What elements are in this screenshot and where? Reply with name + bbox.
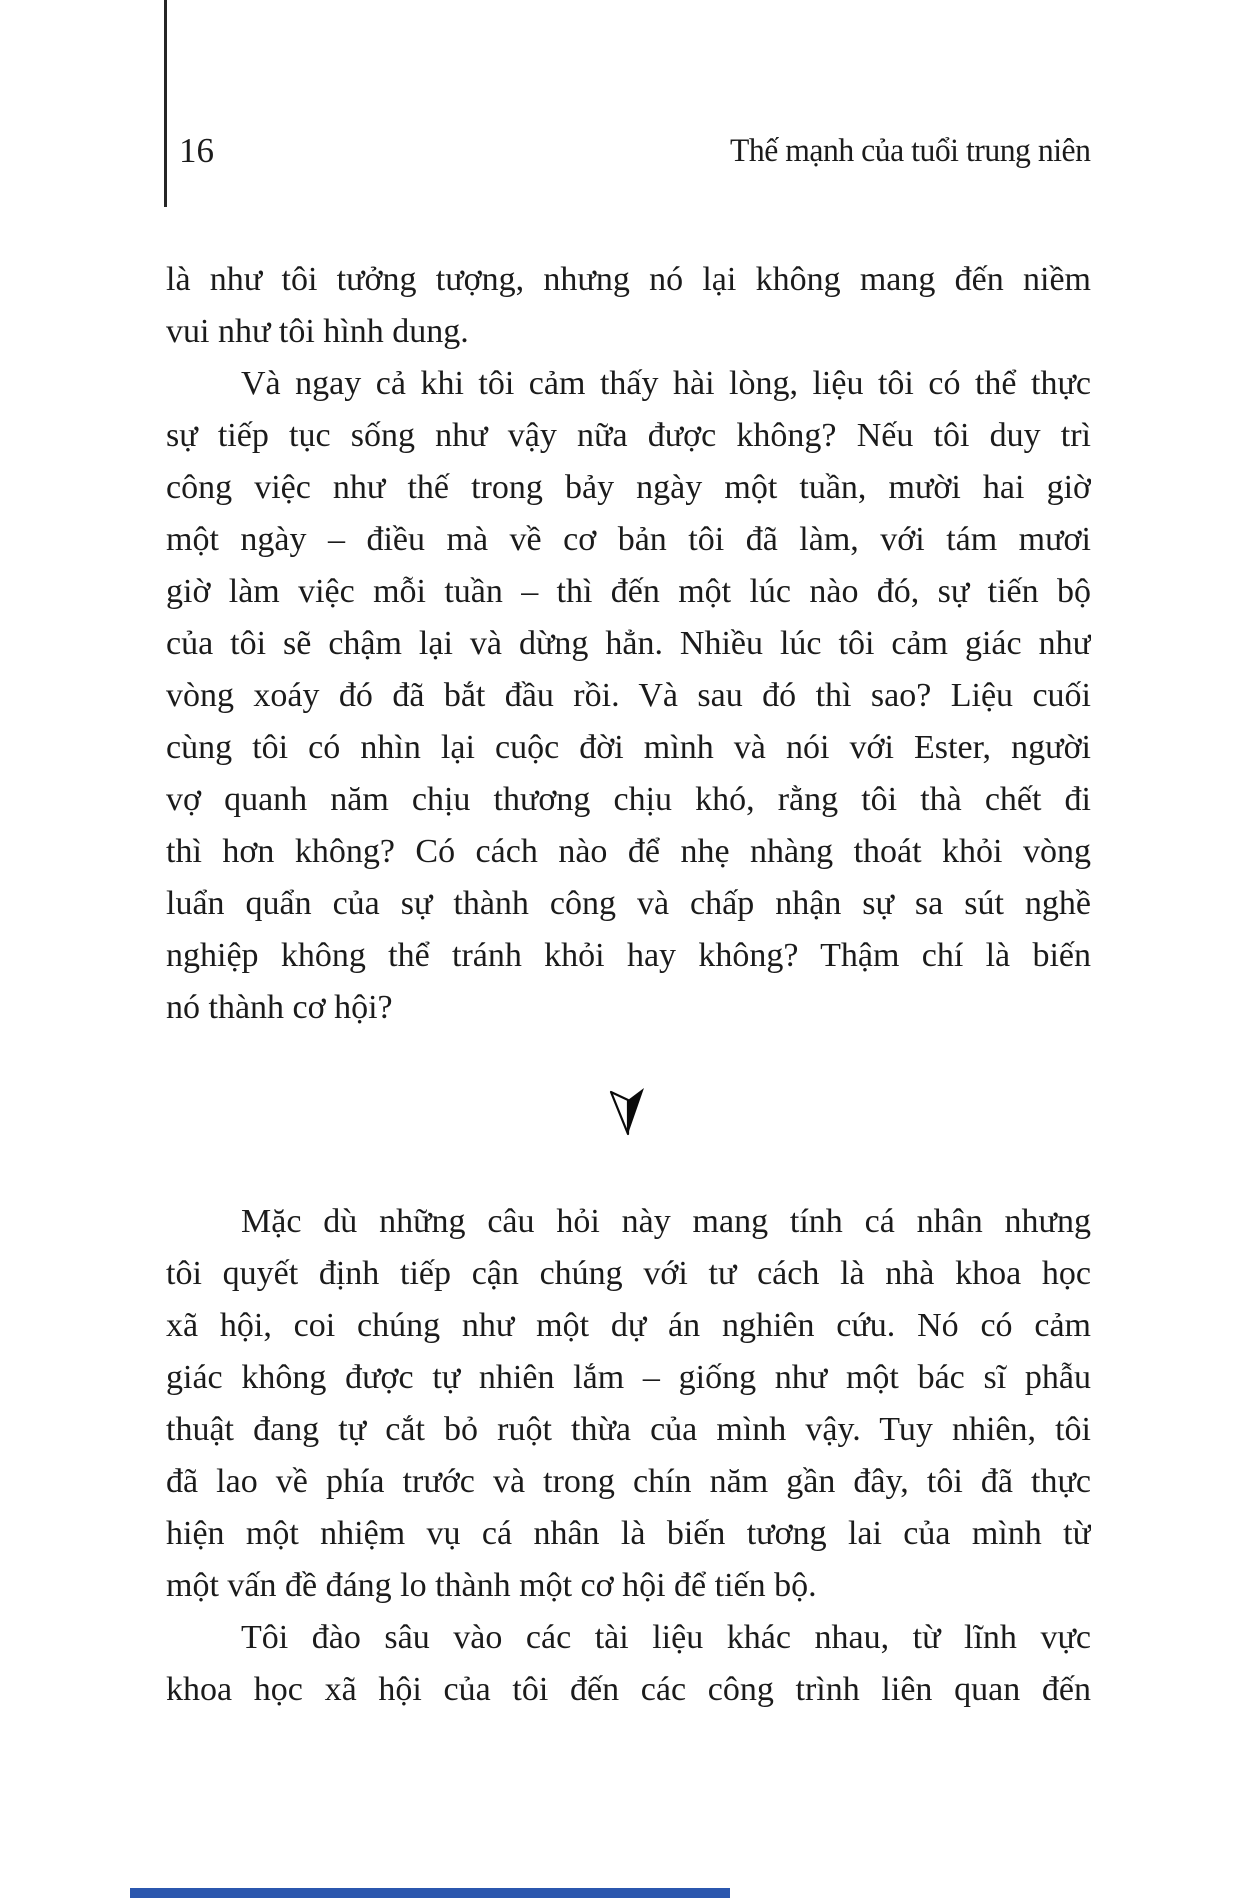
text-line: nghiệp không thể tránh khỏi hay không? Thậm chí là biến xyxy=(166,937,1091,974)
page-number: 16 xyxy=(179,131,214,170)
text-line: cùng tôi có nhìn lại cuộc đời mình và nói với Ester, người xyxy=(166,729,1091,766)
text-line: hiện một nhiệm vụ cá nhân là biến tương lai của mình từ xyxy=(166,1515,1091,1552)
text-line: thuật đang tự cắt bỏ ruột thừa của mình vậy. Tuy nhiên, tôi xyxy=(166,1411,1091,1448)
text-line: công việc như thế trong bảy ngày một tuần, mười hai giờ xyxy=(166,469,1091,506)
text-line: vợ quanh năm chịu thương chịu khó, rằng tôi thà chết đi xyxy=(166,781,1091,818)
text-line: đã lao về phía trước và trong chín năm gần đây, tôi đã thực xyxy=(166,1463,1091,1500)
text-line: khoa học xã hội của tôi đến các công trình liên quan đến xyxy=(166,1671,1091,1708)
text-line: tôi quyết định tiếp cận chúng với tư cách là nhà khoa học xyxy=(166,1255,1091,1292)
section-divider xyxy=(608,1086,648,1136)
text-line: thì hơn không? Có cách nào để nhẹ nhàng thoát khỏi vòng xyxy=(166,833,1091,870)
dart-down-icon xyxy=(608,1086,648,1136)
text-line: giác không được tự nhiên lắm – giống như một bác sĩ phẫu xyxy=(166,1359,1091,1396)
text-block-2 xyxy=(166,1196,1091,1716)
text-line: của tôi sẽ chậm lại và dừng hẳn. Nhiều lúc tôi cảm giác như xyxy=(166,625,1091,662)
text-line: là như tôi tưởng tượng, nhưng nó lại không mang đến niềm xyxy=(166,261,1091,298)
text-line: vòng xoáy đó đã bắt đầu rồi. Và sau đó thì sao? Liệu cuối xyxy=(166,677,1091,714)
bottom-accent-bar xyxy=(130,1888,730,1898)
text-line: Mặc dù những câu hỏi này mang tính cá nhân nhưng xyxy=(241,1203,1091,1240)
text-line: Và ngay cả khi tôi cảm thấy hài lòng, liệu tôi có thể thực xyxy=(241,365,1091,402)
margin-rule xyxy=(164,0,167,207)
text-line: xã hội, coi chúng như một dự án nghiên cứu. Nó có cảm xyxy=(166,1307,1091,1344)
text-line: giờ làm việc mỗi tuần – thì đến một lúc nào đó, sự tiến bộ xyxy=(166,573,1091,610)
text-line: luẩn quẩn của sự thành công và chấp nhận sự sa sút nghề xyxy=(166,885,1091,922)
text-line: nó thành cơ hội? xyxy=(166,989,393,1026)
text-line: một vấn đề đáng lo thành một cơ hội để tiến bộ. xyxy=(166,1567,817,1604)
text-line: Tôi đào sâu vào các tài liệu khác nhau, từ lĩnh vực xyxy=(241,1619,1091,1656)
text-line: sự tiếp tục sống như vậy nữa được không? Nếu tôi duy trì xyxy=(166,417,1091,454)
text-line: một ngày – điều mà về cơ bản tôi đã làm, với tám mươi xyxy=(166,521,1091,558)
text-block-1 xyxy=(166,254,1091,1034)
text-line: vui như tôi hình dung. xyxy=(166,313,469,350)
running-head: Thế mạnh của tuổi trung niên xyxy=(729,133,1090,169)
